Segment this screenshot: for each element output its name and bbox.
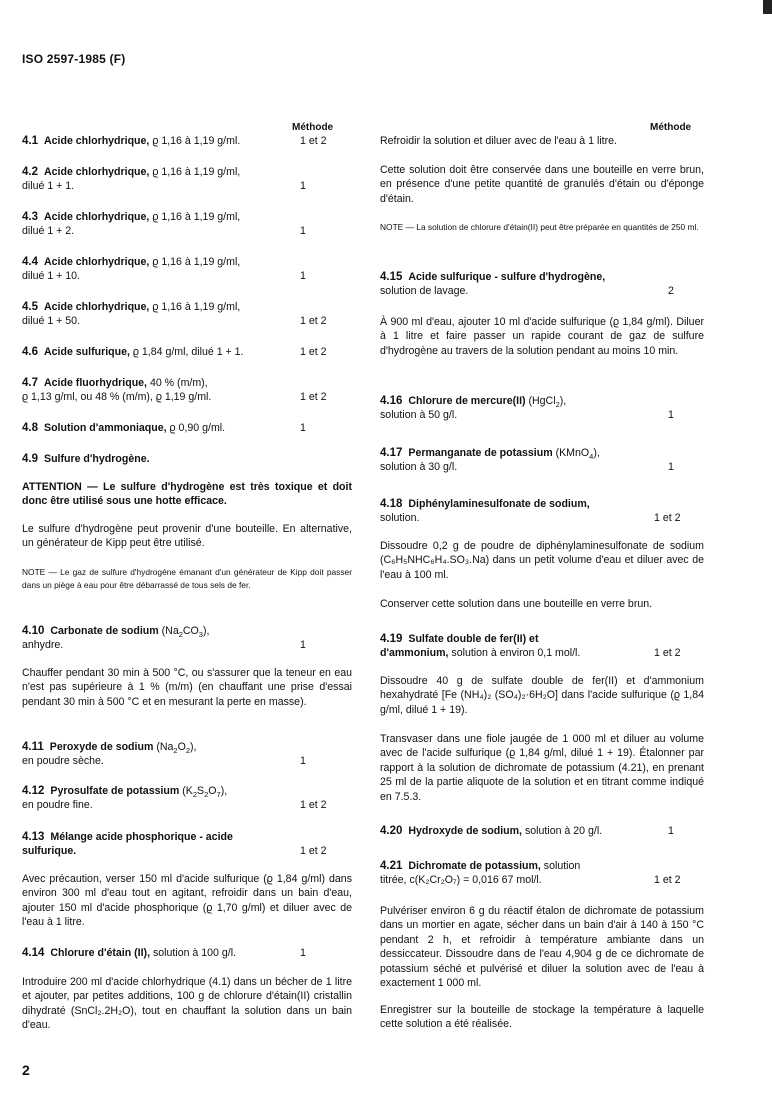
section-4-19: 4.19 Sulfate double de fer(II) et d'ammonium, solution à environ 0,1 mol/l. 1 et 2 [380,633,681,660]
method-column-header: Méthode [292,122,334,133]
tin-chloride-dilute: Refroidir la solution et diluer avec de l'eau à 1 litre. [380,135,617,147]
h2s-note: NOTE — Le gaz de sulfure d'hydrogène émanant d'un générateur de Kipp doit passer dans un piège à eau pour être débarrassé de tous sels de fer. [22,567,352,590]
tin-chloride-storage: Cette solution doit être conservée dans une bouteille en verre brun, en présence d'une petite quantité de granulés d'étain ou d'éponge d'étain. [380,164,704,205]
section-4-17: 4.17 Permanganate de potassium (KMnO$_4$), solution à 30 g/l. 1 [380,447,674,474]
corner-mark [763,0,772,14]
section-4-12: 4.12 Pyrosulfate de potassium $(K_2S_2O_7)$, en poudre fine. 1 et 2 [22,785,327,812]
page-number: 2 [22,1062,30,1078]
section-4-11: 4.11 Peroxyde de sodium $(Na_2O_2)$, en poudre sèche. 1 [22,741,306,768]
attention-warning: ATTENTION — Le sulfure d'hydrogène est très toxique et doit donc être utilisé sous une hotte efficace. [22,481,352,508]
diphenylamine-storage: Conserver cette solution dans une bouteille en verre brun. [380,598,653,610]
section-4-1: 4.1 Acide chlorhydrique, ϱ 1,16 à 1,19 g/ml. 1 et 2 [22,135,327,147]
tin-chloride-note: NOTE — La solution de chlorure d'étain(II) peut être préparée en quantités de 250 ml. [380,222,699,232]
dichromate-paragraph: Pulvériser environ 6 g du réactif étalon de dichromate de potassium dans un mortier en agate, sécher dans un bain d'air à 140 à 150 °C pendant 2 h, et refroidir à température ambiante dans un dessiccateur. Dissoudre dans de l'eau 4,904 g de ce dichromate de potassium séché et pulvérisé et diluer la solution avec de l'eau à exactement 1 000 ml. [380,905,704,990]
section-4-10: 4.10 Carbonate de sodium $(Na_2CO_3)$, anhydre. 1 [22,625,306,652]
diphenylamine-paragraph: Dissoudre 0,2 g de poudre de diphénylaminesulfonate de sodium (C₆H₅NHC₆H₄.SO₃.Na) dans un petit volume d'eau et diluer avec de l'eau à 100 ml. [380,540,704,581]
sodium-carbonate-paragraph: Chauffer pendant 30 min à 500 °C, ou s'assurer que la teneur en eau n'est pas supérieure à 1 % (m/m) (en chauffant une prise d'essai pendant 30 min à 500 °C et en mesurant la perte en masse). [22,667,352,708]
phosphoric-sulfuric-paragraph: Avec précaution, verser 150 ml d'acide sulfurique (ϱ 1,84 g/ml) dans environ 300 ml d'eau tout en agitant, refroidir dans un bain d'eau, ajouter 150 ml d'acide phosphorique (ϱ 1,70 g/ml) et diluer avec de l'eau à 1 litre. [22,873,352,929]
method-column-header-right: Méthode [650,122,692,133]
ferrous-ammonium-paragraph: Dissoudre 40 g de sulfate double de fer(II) et d'ammonium hexahydraté [Fe (NH₄)₂ (SO₄)₂·6H₂O] dans l'acide sulfurique (ϱ 1,84 g/ml, dilué 1 + 19). [380,675,704,716]
tin-chloride-paragraph: Introduire 200 ml d'acide chlorhydrique (4.1) dans un bécher de 1 litre et ajouter, par petites additions, 100 g de chlorure d'étain(II) cristallin dihydraté (SnCl₂.2H₂O), tout en chauffant la solution dans un bain d'eau. [22,976,352,1032]
section-4-18: 4.18 Diphénylaminesulfonate de sodium, solution. 1 et 2 [380,498,681,525]
section-4-20: 4.20 Hydroxyde de sodium, solution à 20 g/l. 1 [380,825,674,837]
section-4-6: 4.6 Acide sulfurique, ϱ 1,84 g/ml, dilué 1 + 1. 1 et 2 [22,346,327,358]
section-4-8: 4.8 Solution d'ammoniaque, ϱ 0,90 g/ml. 1 [22,422,306,434]
section-4-13: 4.13 Mélange acide phosphorique - acide sulfurique. 1 et 2 [22,831,327,858]
section-4-21: 4.21 Dichromate de potassium, solution titrée, c(K₂Cr₂O₇) = 0,016 67 mol/l. 1 et 2 [380,860,681,887]
section-4-16: 4.16 Chlorure de mercure(II) (HgCl$_2$), solution à 50 g/l. 1 [380,395,674,422]
wash-solution-paragraph: À 900 ml d'eau, ajouter 10 ml d'acide sulfurique (ϱ 1,84 g/ml). Diluer à 1 litre et faire passer un rapide courant de gaz de sulfure d'hydrogène au travers de la solution pendant au moins 10 min. [380,316,704,357]
section-4-7: 4.7 Acide fluorhydrique, 40 % (m/m), ϱ 1,13 g/ml, ou 48 % (m/m), ϱ 1,19 g/ml. 1 et 2 [22,377,327,404]
dichromate-storage: Enregistrer sur la bouteille de stockage la température à laquelle cette solution a été réalisée. [380,1004,704,1031]
page-header: ISO 2597-1985 (F) [22,52,126,66]
section-4-5: 4.5 Acide chlorhydrique, ϱ 1,16 à 1,19 g/ml, dilué 1 + 50. 1 et 2 [22,301,327,328]
section-4-14: 4.14 Chlorure d'étain (II), solution à 100 g/l. 1 [22,947,306,959]
section-4-9: 4.9 Sulfure d'hydrogène. [22,453,150,465]
section-4-3: 4.3 Acide chlorhydrique, ϱ 1,16 à 1,19 g/ml, dilué 1 + 2. 1 [22,211,306,238]
section-4-15: 4.15 Acide sulfurique - sulfure d'hydrogène, solution de lavage. 2 [380,271,674,298]
section-4-4: 4.4 Acide chlorhydrique, ϱ 1,16 à 1,19 g/ml, dilué 1 + 10. 1 [22,256,306,283]
ferrous-ammonium-calibration: Transvaser dans une fiole jaugée de 1 000 ml et diluer au volume avec de l'acide sulfurique (ϱ 1,84 g/ml, dilué 1 + 19). Étalonner par rapport à la solution de dichromate de potassium (4.21), en prenant 25 ml de la partie aliquote de la solution et en titrant comme indiqué en 7.5.3. [380,733,704,803]
section-4-2: 4.2 Acide chlorhydrique, ϱ 1,16 à 1,19 g/ml, dilué 1 + 1. 1 [22,166,306,193]
h2s-paragraph: Le sulfure d'hydrogène peut provenir d'une bouteille. En alternative, un générateur de Kipp peut être utilisé. [22,523,352,550]
